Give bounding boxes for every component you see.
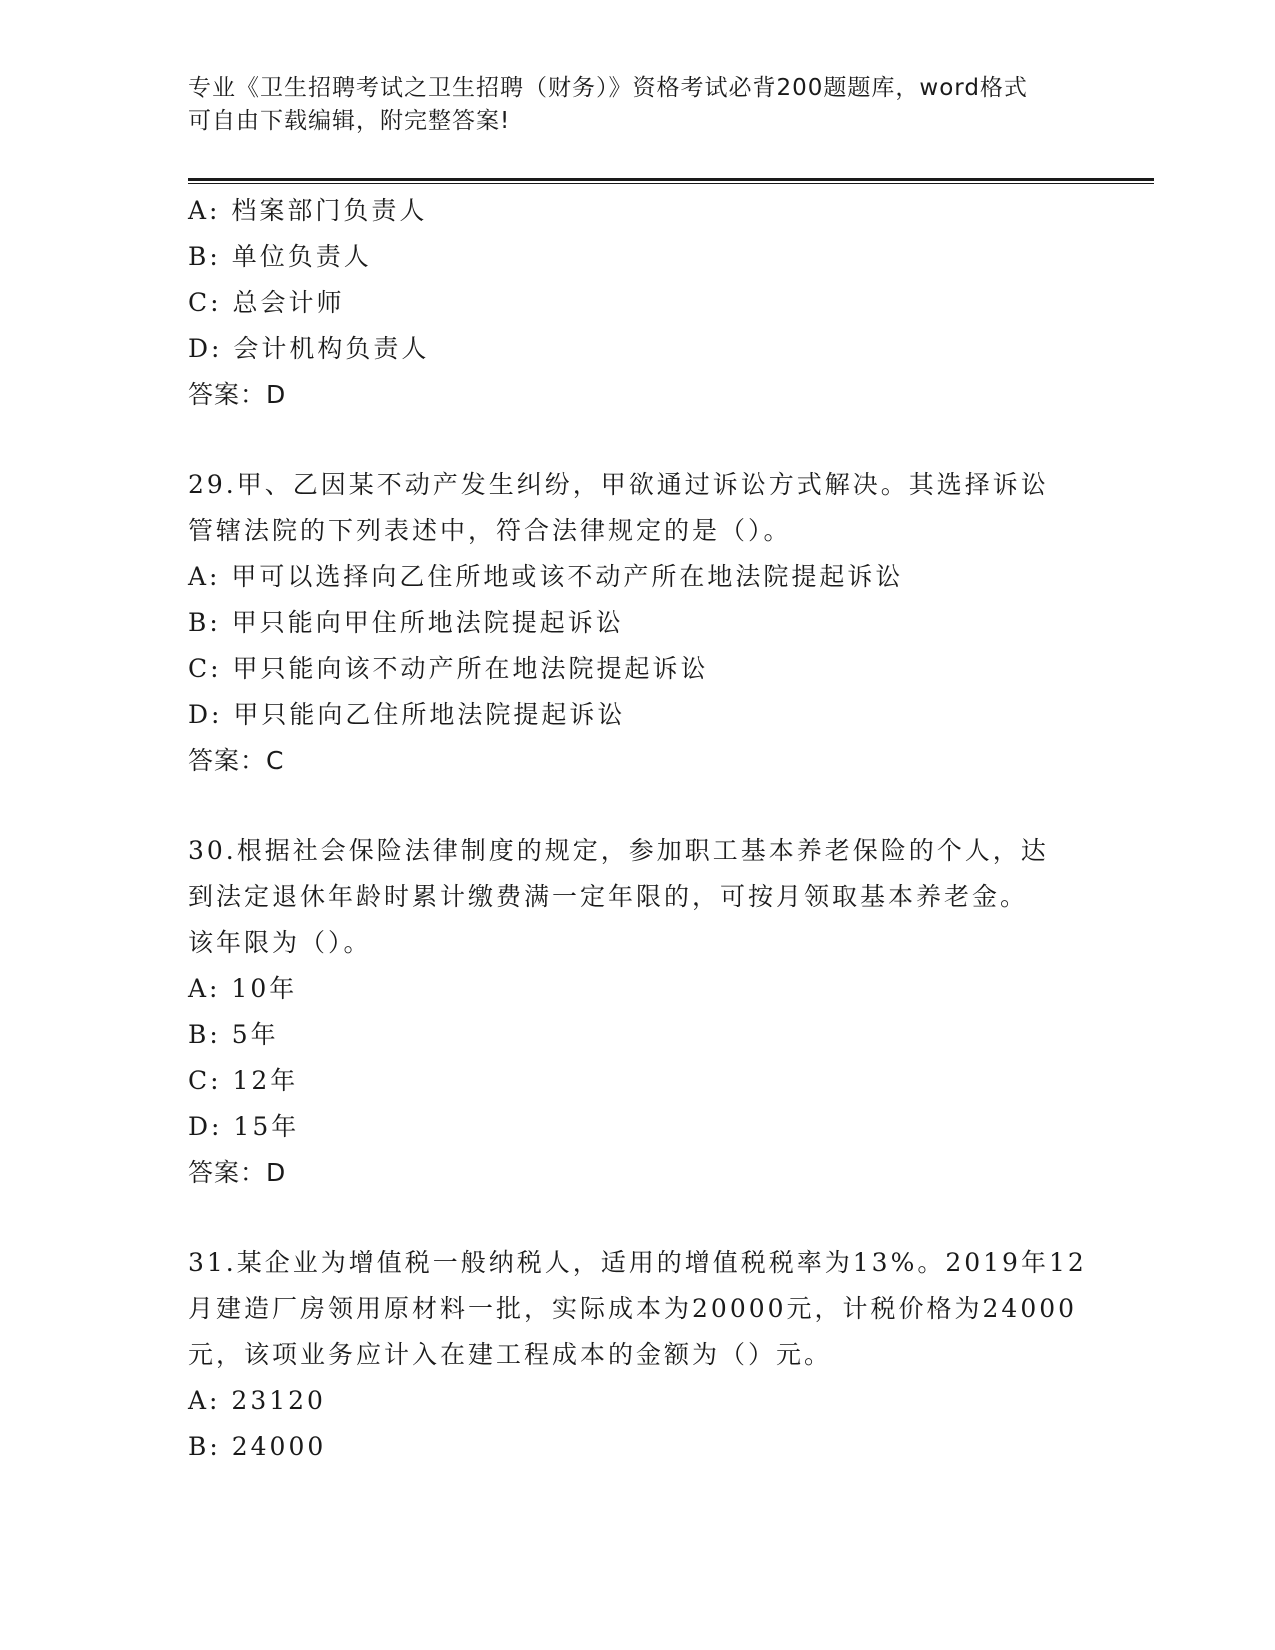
question-stem: 管辖法院的下列表述中，符合法律规定的是（）。: [188, 516, 792, 545]
option-b: B: 5年: [188, 1020, 279, 1049]
spacer: [188, 784, 1088, 828]
option-c: C: 甲只能向该不动产所在地法院提起诉讼: [188, 654, 709, 683]
spacer: [188, 418, 1088, 462]
header-divider-thin: [188, 183, 1154, 184]
question-stem: 元，该项业务应计入在建工程成本的金额为（）元。: [188, 1340, 833, 1369]
option-d: D: 会计机构负责人: [188, 334, 430, 363]
answer: 答案：D: [188, 1158, 287, 1187]
question-30: [188, 828, 1088, 1196]
document-header: [188, 72, 1088, 138]
option-a: A: 10年: [188, 974, 298, 1003]
option-b: B: 甲只能向甲住所地法院提起诉讼: [188, 608, 624, 637]
question-stem: 29.甲、乙因某不动产发生纠纷，甲欲通过诉讼方式解决。其选择诉讼: [188, 470, 1049, 499]
spacer: [188, 1196, 1088, 1240]
answer: 答案：D: [188, 380, 287, 409]
header-line-2: 可自由下载编辑，附完整答案!: [188, 108, 511, 134]
answer: 答案：C: [188, 746, 285, 775]
question-stem: 月建造厂房领用原材料一批，实际成本为20000元，计税价格为24000: [188, 1294, 1078, 1323]
option-a: A: 甲可以选择向乙住所地或该不动产所在地法院提起诉讼: [188, 562, 904, 591]
question-28: [188, 188, 1088, 418]
option-c: C: 总会计师: [188, 288, 345, 317]
header-line-1: 专业《卫生招聘考试之卫生招聘（财务）》资格考试必背200题题库，word格式: [188, 75, 1028, 101]
option-d: D: 15年: [188, 1112, 300, 1141]
question-list: [188, 188, 1088, 1470]
option-b: B: 24000: [188, 1432, 327, 1461]
question-stem: 31.某企业为增值税一般纳税人，适用的增值税税率为13%。2019年12: [188, 1248, 1087, 1277]
question-29: [188, 462, 1088, 784]
option-c: C: 12年: [188, 1066, 299, 1095]
question-stem: 该年限为（）。: [188, 928, 372, 957]
option-b: B: 单位负责人: [188, 242, 372, 271]
option-d: D: 甲只能向乙住所地法院提起诉讼: [188, 700, 626, 729]
question-stem: 到法定退休年龄时累计缴费满一定年限的，可按月领取基本养老金。: [188, 882, 1029, 911]
option-a: A: 23120: [188, 1386, 326, 1415]
question-31: [188, 1240, 1088, 1470]
option-a: A: 档案部门负责人: [188, 196, 428, 225]
header-divider-thick: [188, 178, 1154, 181]
question-stem: 30.根据社会保险法律制度的规定，参加职工基本养老保险的个人，达: [188, 836, 1049, 865]
